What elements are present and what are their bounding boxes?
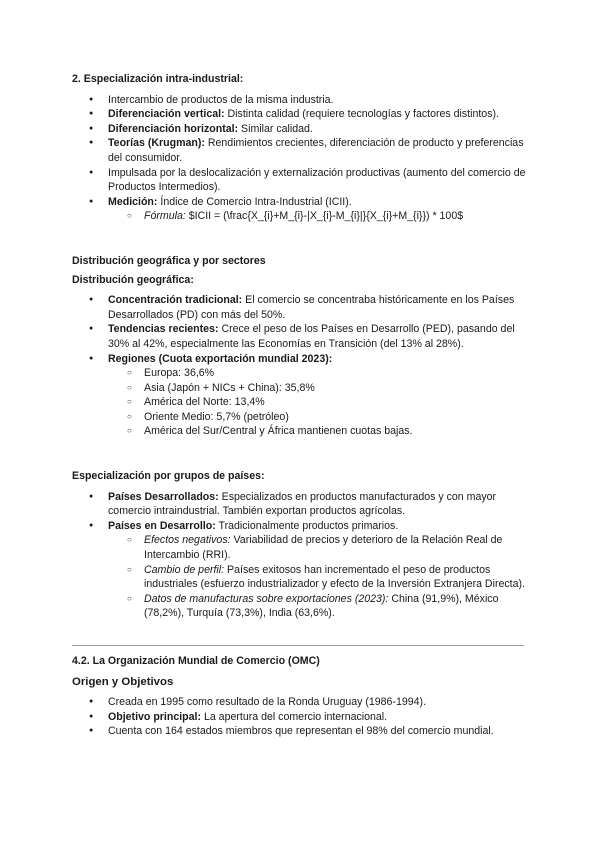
sub-list-item: ○ Datos de manufacturas sobre exportaciones (2023): China (91,9%), México (78,2%), Turquía (73,3%), India (63,6%). — [108, 592, 528, 621]
list-item: ● Diferenciación vertical: Distinta calidad (requiere tecnologías y factores distintos). — [72, 107, 528, 122]
subsection-heading: Distribución geográfica: — [72, 273, 194, 286]
section-heading: Distribución geográfica y por sectores — [72, 254, 266, 267]
bullet-list — [72, 293, 528, 439]
document-page — [72, 72, 528, 739]
horizontal-divider — [72, 645, 524, 646]
sub-list-item: ○ Fórmula: $ICII = (\frac{X_{i}+M_{i}-|X_{i}-M_{i}|}{X_{i}+M_{i}}) * 100$ — [108, 209, 528, 224]
section-heading: 4.2. La Organización Mundial de Comercio (OMC) — [72, 655, 320, 667]
sub-list-item: ○ Europa: 36,6% — [108, 366, 528, 381]
list-item: ● Medición: Índice de Comercio Intra-Industrial (ICII). ○ Fórmula: $ICII = (\frac{X_{i}+M_{i}-|X_{i}-M_{i}|}{X_{i}+M_{i}}) * 100$ — [72, 195, 528, 224]
list-item: ● Creada en 1995 como resultado de la Ronda Uruguay (1986-1994). — [72, 695, 528, 710]
sub-list-item: ○ América del Norte: 13,4% — [108, 395, 528, 410]
bullet-list — [72, 695, 528, 739]
section-heading: Especialización por grupos de países: — [72, 470, 265, 483]
list-item: ● Intercambio de productos de la misma industria. — [72, 93, 528, 108]
bullet-list — [72, 93, 528, 224]
section-heading: 2. Especialización intra-industrial: — [72, 73, 244, 85]
list-item: ● Regiones (Cuota exportación mundial 2023): ○ Europa: 36,6% ○ Asia (Japón + NICs + China): 35,8% ○ América del Norte: 13,4% ○ Oriente Medio: 5,7% (petróleo) ○ América del Sur/Central y África mantienen cuotas bajas. — [72, 352, 528, 440]
bullet-list — [72, 490, 528, 621]
list-item: ● Teorías (Krugman): Rendimientos crecientes, diferenciación de producto y preferencias del consumidor. — [72, 136, 528, 165]
sub-list-item: ○ Oriente Medio: 5,7% (petróleo) — [108, 410, 528, 425]
sub-list-item: ○ América del Sur/Central y África mantienen cuotas bajas. — [108, 424, 528, 439]
sub-list-item: ○ Asia (Japón + NICs + China): 35,8% — [108, 381, 528, 396]
list-item: ● Concentración tradicional: El comercio se concentraba históricamente en los Países Desarrollados (PD) con más del 50%. — [72, 293, 528, 322]
list-item: ● Diferenciación horizontal: Similar calidad. — [72, 122, 528, 137]
sub-list-item: ○ Cambio de perfil: Países exitosos han incrementado el peso de productos industriales (esfuerzo industrializador y efecto de la Inversión Extranjera Directa). — [108, 563, 528, 592]
list-item: ● Países en Desarrollo: Tradicionalmente productos primarios. ○ Efectos negativos: Variabilidad de precios y deterioro de la Relación Real de Intercambio (RRI). ○ Cambio de perfil: Países exitosos han incrementado el peso de productos industriales (esfuerzo industrializador y efecto de la Inversión Extranjera Directa). ○ Datos de manufacturas sobre exportaciones (2023): China (91,9%), México (78,2%), Turquía (73,3%), India (63,6%). — [72, 519, 528, 621]
list-item: ● Impulsada por la deslocalización y externalización productivas (aumento del comercio de Productos Intermedios). — [72, 166, 528, 195]
sub-list-item: ○ Efectos negativos: Variabilidad de precios y deterioro de la Relación Real de Intercambio (RRI). — [108, 533, 528, 562]
subsection-heading: Origen y Objetivos — [72, 675, 174, 688]
list-item: ● Países Desarrollados: Especializados en productos manufacturados y con mayor comercio intraindustrial. También exportan productos agrícolas. — [72, 490, 528, 519]
list-item: ● Cuenta con 164 estados miembros que representan el 98% del comercio mundial. — [72, 724, 528, 739]
list-item: ● Tendencias recientes: Crece el peso de los Países en Desarrollo (PED), pasando del 30% al 42%, especialmente las Economías en Transición (del 13% al 28%). — [72, 322, 528, 351]
list-item: ● Objetivo principal: La apertura del comercio internacional. — [72, 710, 528, 725]
